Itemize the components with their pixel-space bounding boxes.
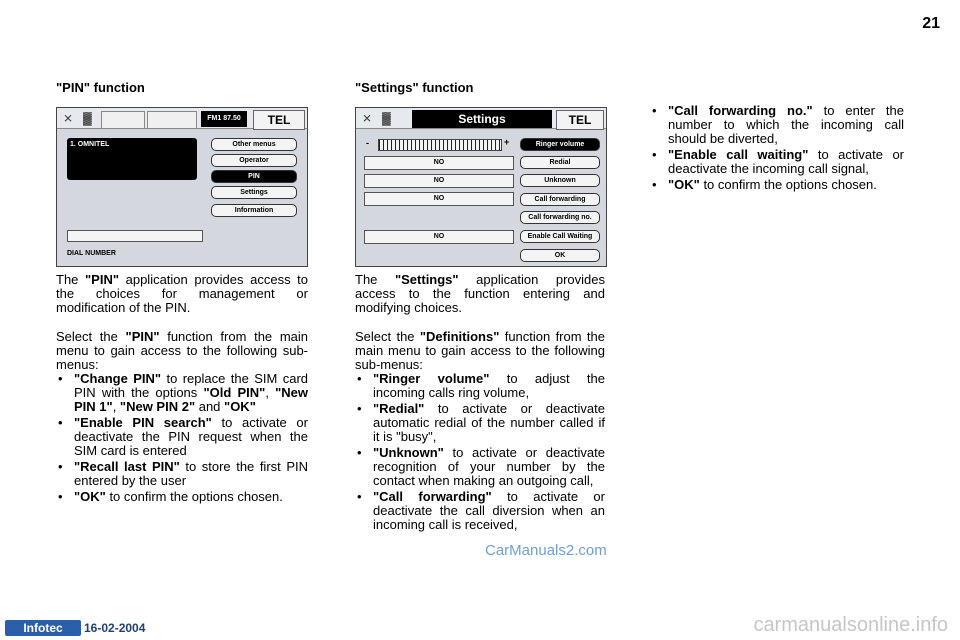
settings-bullet-call-forwarding xyxy=(355,490,605,532)
bullet-text: to activate or deactivate recognition of your number by the contact when making an outgoing call, xyxy=(373,445,605,488)
settings-bullet-redial xyxy=(355,402,605,444)
page-number: 21 xyxy=(922,15,940,32)
bullet-term: "Recall last PIN" xyxy=(74,459,180,474)
bullet-text: to activate or deactivate the call diversion when an incoming call is received, xyxy=(373,489,605,532)
bullet-text: and xyxy=(195,399,225,414)
footer-date: 16-02-2004 xyxy=(84,621,146,635)
pin-select-term: "PIN" xyxy=(125,329,160,344)
settings-heading: "Settings" function xyxy=(355,80,474,95)
pin-intro-term: "PIN" xyxy=(85,272,120,287)
settings-bullet-unknown xyxy=(355,446,605,488)
bullet-term: "Enable PIN search" xyxy=(74,415,212,430)
settings-screen xyxy=(355,107,607,267)
pin-screen-tab-1 xyxy=(101,111,145,129)
pin-bullet-change-pin xyxy=(56,372,308,414)
bullet-term: "OK" xyxy=(668,177,700,192)
settings-menu-ok: OK xyxy=(520,249,600,262)
footer-site-link[interactable]: carmanualsonline.info xyxy=(753,614,948,636)
bullet-term: "OK" xyxy=(74,489,106,504)
pin-screen-tel: TEL xyxy=(253,110,305,130)
bullet-text: to activate or deactivate automatic redial of the number called if it is "busy", xyxy=(373,401,605,444)
pin-bullet-enable-pin-search xyxy=(56,416,308,458)
settings-select xyxy=(355,330,605,372)
volume-plus: + xyxy=(504,137,510,147)
bullet-term: "Ringer volume" xyxy=(373,371,490,386)
pin-intro xyxy=(56,273,308,315)
redial-value: NO xyxy=(364,156,514,170)
bullet-text: to adjust the incoming calls ring volume, xyxy=(373,371,605,400)
bullet-term: "Unknown" xyxy=(373,445,444,460)
pin-bullet-list xyxy=(56,372,308,506)
signal-icon: ▓ xyxy=(83,111,92,125)
antenna-icon: ⨯ xyxy=(63,111,74,125)
bullet-text: to confirm the options chosen. xyxy=(105,489,283,504)
pin-screen-tab-2 xyxy=(147,111,197,129)
settings-select-term: "Definitions" xyxy=(419,329,500,344)
watermark-link[interactable]: CarManuals2.com xyxy=(485,542,607,559)
settings-bullet-ringer-volume xyxy=(355,372,605,400)
settings-screen-tel: TEL xyxy=(556,110,604,130)
pin-select xyxy=(56,330,308,372)
settings-intro-term: "Settings" xyxy=(394,272,459,287)
settings-menu-unknown: Unknown xyxy=(520,174,600,187)
pin-menu-settings: Settings xyxy=(211,186,297,199)
settings-menu-call-forwarding: Call forwarding xyxy=(520,193,600,206)
call-waiting-value: NO xyxy=(364,230,514,244)
pin-menu-information: Information xyxy=(211,204,297,217)
pin-menu-pin: PIN xyxy=(211,170,297,183)
volume-minus: - xyxy=(366,138,369,148)
bullet-term: "Call forwarding" xyxy=(373,489,492,504)
bullet-term: "Change PIN" xyxy=(74,371,162,386)
volume-slider xyxy=(378,139,502,151)
right-bullet-ok xyxy=(650,178,904,192)
bullet-text: to store the first PIN entered by the user xyxy=(74,459,308,488)
signal-icon: ▓ xyxy=(382,111,391,125)
settings-intro-rest: application provides access to the function entering and modifying choices. xyxy=(355,272,605,315)
pin-intro-rest: application provides access to the choices for management or modification of the PIN. xyxy=(56,272,309,315)
pin-menu-operator: Operator xyxy=(211,154,297,167)
settings-screen-title: Settings xyxy=(412,110,552,128)
bullet-term: "New PIN 2" xyxy=(119,399,196,414)
bullet-term: "Old PIN" xyxy=(203,385,266,400)
bullet-text: to enter the number to which the incoming call should be diverted, xyxy=(668,103,904,146)
pin-menu-other-menus: Other menus xyxy=(211,138,297,151)
settings-intro-lead: The xyxy=(355,272,395,287)
right-bullet-list xyxy=(650,104,904,194)
pin-screen-list xyxy=(67,138,197,180)
pin-intro-lead: The xyxy=(56,272,86,287)
call-forwarding-value: NO xyxy=(364,192,514,206)
settings-bullet-list xyxy=(355,372,605,534)
pin-heading: "PIN" function xyxy=(56,80,145,95)
settings-menu-redial: Redial xyxy=(520,156,600,169)
bullet-term: "Call forwarding no." xyxy=(668,103,813,118)
infotec-logo: Infotec xyxy=(5,620,81,636)
antenna-icon: ⨯ xyxy=(362,111,373,125)
bullet-text: to confirm the options chosen. xyxy=(699,177,877,192)
pin-bullet-recall-last-pin xyxy=(56,460,308,488)
bullet-term: "OK" xyxy=(224,399,256,414)
pin-dial-field xyxy=(67,230,203,242)
settings-menu-enable-call-waiting: Enable Call Waiting xyxy=(520,230,600,243)
right-bullet-enable-call-waiting xyxy=(650,148,904,176)
pin-select-lead: Select the xyxy=(56,329,126,344)
bullet-text: , xyxy=(112,399,120,414)
settings-select-rest: function from the main menu to gain access to the following sub-menus: xyxy=(355,329,605,372)
settings-select-lead: Select the xyxy=(355,329,420,344)
bullet-term: "New PIN 1" xyxy=(74,385,308,414)
bullet-term: "Redial" xyxy=(373,401,425,416)
bullet-text: , xyxy=(265,385,276,400)
unknown-value: NO xyxy=(364,174,514,188)
bullet-term: "Enable call waiting" xyxy=(668,147,809,162)
bullet-text: to activate or deactivate the incoming call signal, xyxy=(668,147,905,176)
pin-dial-label: DIAL NUMBER xyxy=(67,250,116,257)
settings-intro xyxy=(355,273,605,315)
pin-bullet-ok xyxy=(56,490,308,504)
right-bullet-call-forwarding-no xyxy=(650,104,904,146)
pin-screen xyxy=(56,107,308,267)
settings-menu-ringer-volume: Ringer volume xyxy=(520,138,600,151)
bullet-text: to replace the SIM card PIN with the options xyxy=(74,371,309,400)
fm-display: FM1 87.50 xyxy=(201,111,247,127)
settings-menu-call-forwarding-no: Call forwarding no. xyxy=(520,211,600,224)
pin-select-rest: function from the main menu to gain access to the following sub-menus: xyxy=(56,329,308,372)
bullet-text: to activate or deactivate the PIN request when the SIM card is entered xyxy=(74,415,308,458)
pin-screen-list-title: 1. OMNITEL xyxy=(70,141,110,148)
